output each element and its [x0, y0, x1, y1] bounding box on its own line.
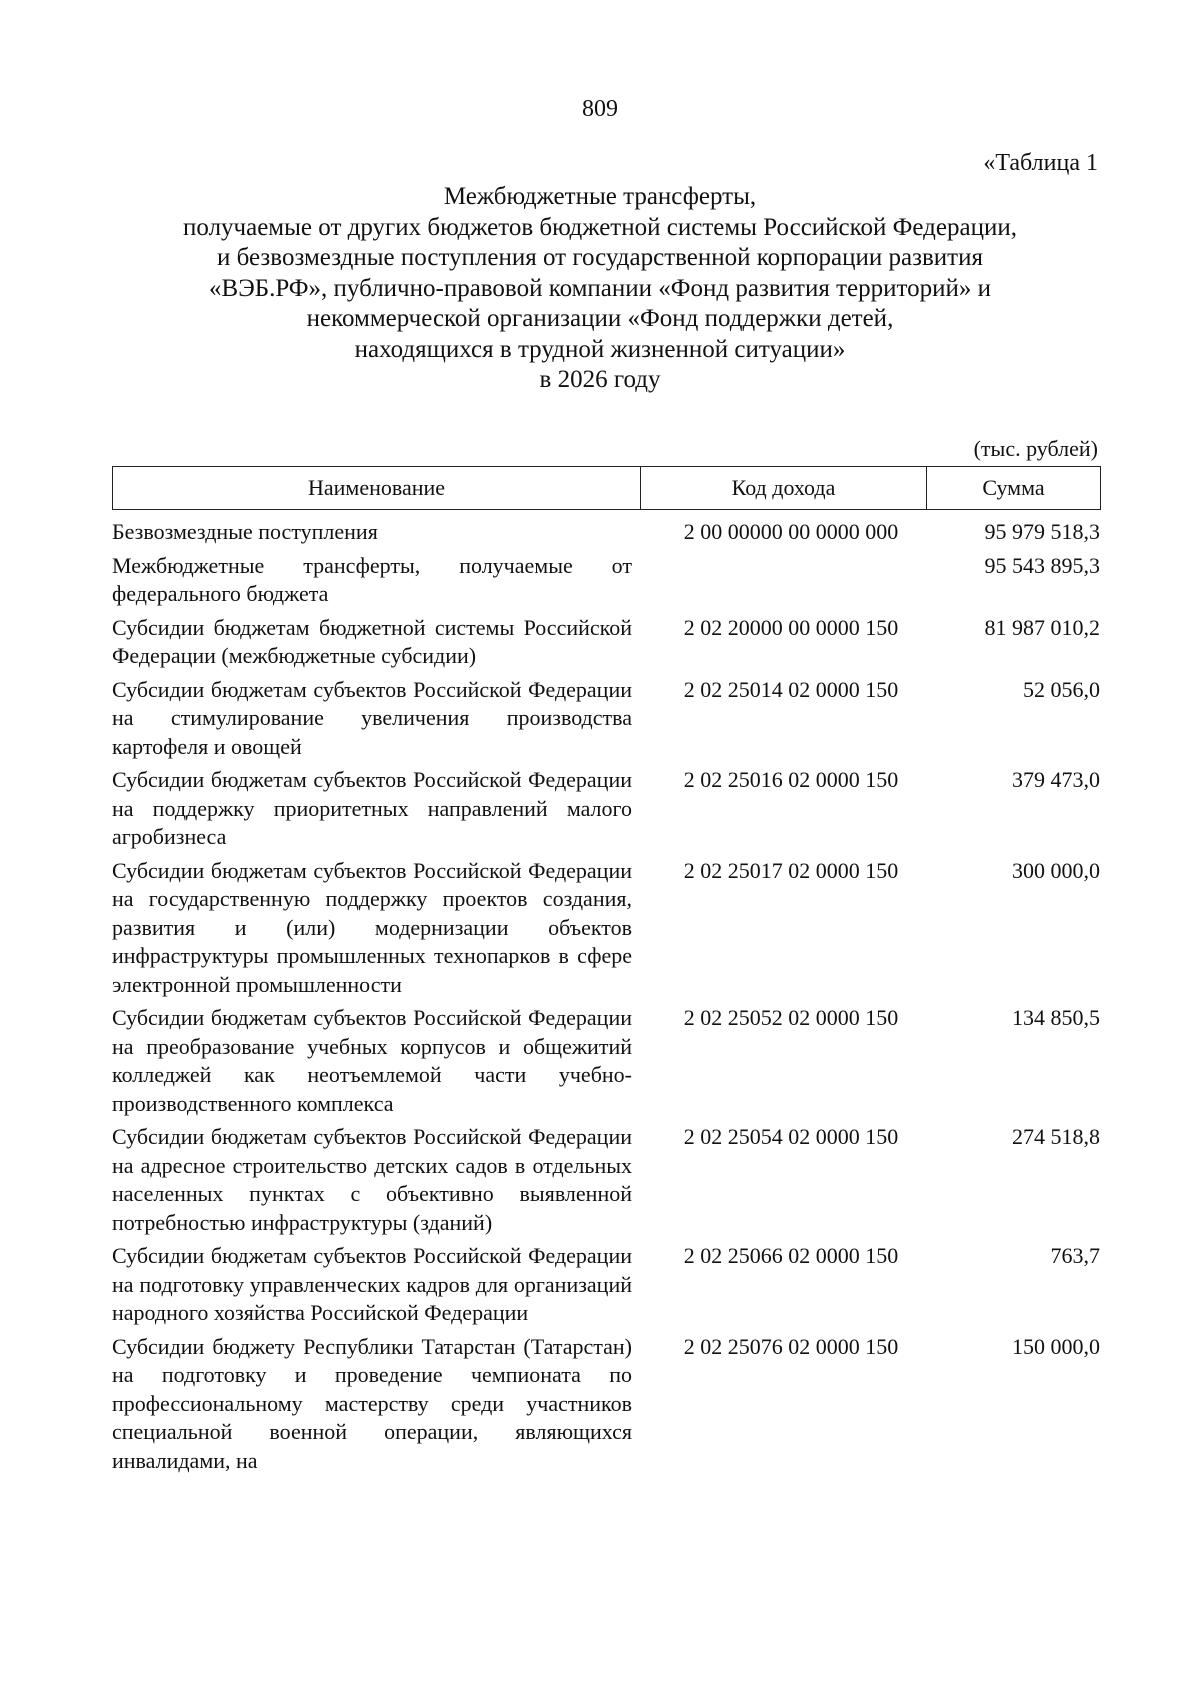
row-code-cell: 2 02 25016 02 0000 150 — [683, 767, 899, 792]
table-row — [112, 1004, 1100, 1123]
row-sum-cell: 81 987 010,2 — [984, 614, 1100, 640]
row-name-cell: Субсидии бюджетам субъектов Российской Федерации на поддержку приоритетных направлений малого агробизнеса — [112, 767, 632, 849]
row-name-cell: Субсидии бюджетам субъектов Российской Федерации на стимулирование увеличения производства картофеля и овощей — [112, 676, 632, 759]
column-header-name: Наименование — [113, 467, 641, 510]
row-code-cell — [640, 552, 926, 614]
table-header — [112, 466, 1101, 510]
table-row — [112, 614, 1100, 676]
table-row — [112, 552, 1100, 614]
title-line: в 2026 году — [539, 366, 661, 393]
units-label: (тыс. рублей) — [973, 436, 1098, 461]
row-sum-cell: 274 518,8 — [1012, 1124, 1100, 1149]
title-line: «ВЭБ.РФ», публично-правовой компании «Фонд развития территорий» и — [209, 274, 991, 302]
row-sum-cell: 379 473,0 — [1012, 767, 1100, 792]
row-name-cell: Субсидии бюджетам субъектов Российской Федерации на преобразование учебных корпусов и общежитий колледжей как неотъемлемой части учебно-производственного комплекса — [112, 1005, 632, 1116]
row-sum-cell: 150 000,0 — [1012, 1333, 1100, 1359]
row-name-cell: Безвозмездные поступления — [112, 519, 378, 544]
row-code-cell: 2 02 25014 02 0000 150 — [683, 676, 899, 702]
row-code-cell: 2 00 00000 00 0000 000 — [683, 519, 899, 544]
row-name-cell: Субсидии бюджетам субъектов Российской Федерации на подготовку управленческих кадров для организаций народного хозяйства Российской Федерации — [112, 1243, 632, 1325]
title-line: и безвозмездные поступления от государственной корпорации развития — [217, 244, 983, 271]
row-name-cell: Межбюджетные трансферты, получаемые от федерального бюджета — [112, 552, 632, 606]
title-line: некоммерческой организации «Фонд поддержки детей, — [306, 305, 894, 332]
row-sum-cell: 300 000,0 — [1012, 857, 1100, 883]
table-title — [100, 182, 1100, 396]
table-row — [112, 518, 1100, 552]
column-header-sum: Сумма — [927, 467, 1101, 510]
transfers-table — [112, 466, 1100, 1480]
table-row — [112, 676, 1100, 767]
row-name-cell: Субсидии бюджетам субъектов Российской Федерации на государственную поддержку проектов создания, развития и (или) модернизации объектов инфраструктуры промышленных технопарков в сфере электронной промышленности — [112, 857, 632, 997]
column-header-code: Код дохода — [641, 467, 927, 510]
page-number: 809 — [582, 96, 618, 122]
row-name-cell: Субсидии бюджетам субъектов Российской Федерации на адресное строительство детских садов в отдельных населенных пунктах с объективно выявленной потребностью инфраструктуры (зданий) — [112, 1124, 632, 1235]
table-body — [112, 518, 1100, 1480]
row-name-cell: Субсидии бюджету Республики Татарстан (Татарстан) на подготовку и проведение чемпионата по профессиональному мастерству среди участников специальной военной операции, являющихся инвалидами, на — [112, 1333, 632, 1473]
table-row — [112, 1123, 1100, 1242]
row-sum-cell: 95 979 518,3 — [984, 519, 1100, 544]
title-line: находящихся в трудной жизненной ситуации» — [354, 335, 846, 363]
row-name-cell: Субсидии бюджетам бюджетной системы Российской Федерации (межбюджетные субсидии) — [112, 614, 632, 668]
row-sum-cell: 95 543 895,3 — [984, 552, 1100, 578]
row-code-cell: 2 02 25054 02 0000 150 — [683, 1124, 899, 1149]
row-code-cell: 2 02 25052 02 0000 150 — [683, 1005, 899, 1030]
row-sum-cell: 763,7 — [1050, 1243, 1100, 1268]
row-code-cell: 2 02 25017 02 0000 150 — [683, 857, 899, 883]
table-row — [112, 766, 1100, 857]
table-row — [112, 1333, 1100, 1481]
row-code-cell: 2 02 20000 00 0000 150 — [683, 614, 899, 640]
table-label: «Таблица 1 — [983, 150, 1098, 176]
row-sum-cell: 52 056,0 — [1023, 676, 1100, 702]
table-row — [112, 1242, 1100, 1333]
title-line: получаемые от других бюджетов бюджетной системы Российской Федерации, — [183, 213, 1017, 241]
row-sum-cell: 134 850,5 — [1012, 1005, 1100, 1030]
table-row — [112, 857, 1100, 1005]
title-line: Межбюджетные трансферты, — [443, 183, 757, 210]
row-code-cell: 2 02 25066 02 0000 150 — [683, 1243, 899, 1268]
row-code-cell: 2 02 25076 02 0000 150 — [683, 1333, 899, 1359]
